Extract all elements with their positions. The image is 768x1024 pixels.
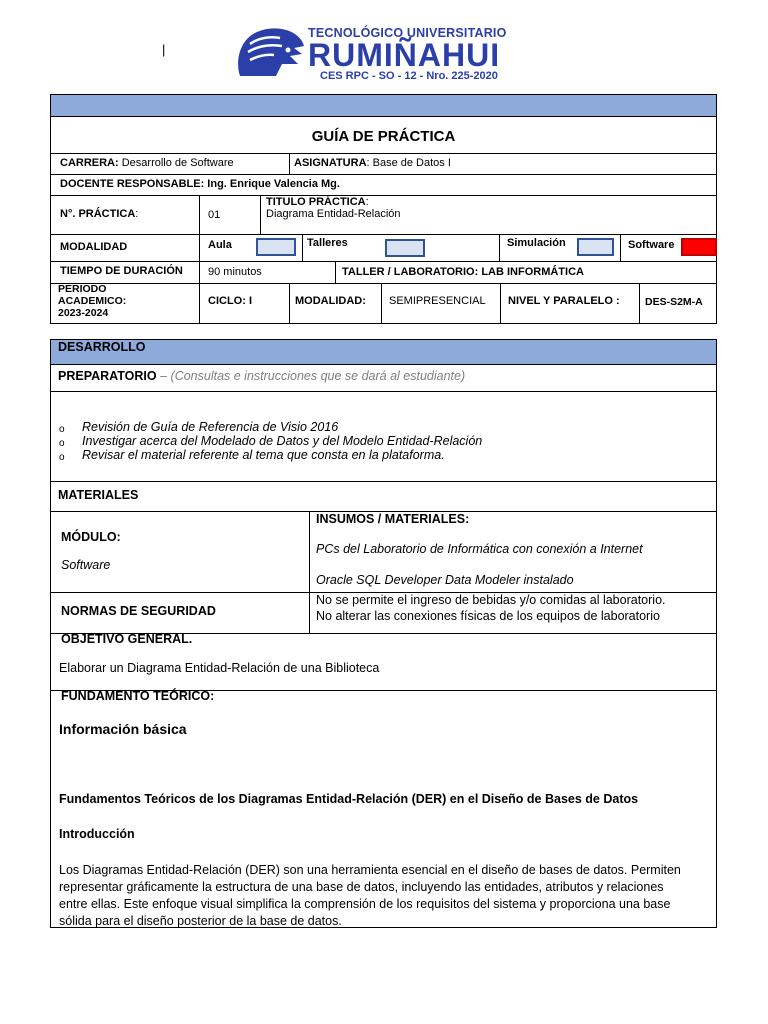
intro-paragraph <box>59 862 681 930</box>
table-header-band <box>51 95 716 116</box>
logo-line-2: RUMIÑAHUI <box>308 37 501 73</box>
norma-item: No se permite el ingreso de bebidas y/o comidas al laboratorio. <box>316 593 666 607</box>
num-practica-colon: : <box>135 208 139 220</box>
software-checkbox[interactable] <box>681 238 717 256</box>
materiales-label: MATERIALES <box>58 488 139 502</box>
asignatura-label: ASIGNATURA <box>294 157 367 169</box>
warrior-head-icon <box>232 24 310 84</box>
insumo-item: PCs del Laboratorio de Informática con conexión a Internet <box>316 542 643 556</box>
normas-label: NORMAS DE SEGURIDAD <box>61 604 216 618</box>
info-basica-heading: Información básica <box>59 721 187 737</box>
asignatura-value: : Base de Datos I <box>366 157 451 169</box>
software-label: Software <box>628 239 675 251</box>
titulo-practica-field <box>266 196 401 220</box>
docente-value: Ing. Enrique Valencia Mg. <box>204 178 340 190</box>
modulo-label: MÓDULO: <box>61 530 121 544</box>
talleres-checkbox[interactable] <box>385 239 425 257</box>
titulo-value: Diagrama Entidad-Relación <box>266 208 401 220</box>
list-item: Revisar el material referente al tema que consta en la plataforma. <box>82 448 445 462</box>
desarrollo-title: DESARROLLO <box>58 340 146 354</box>
asignatura-field <box>294 157 451 169</box>
titulo-label: TITULO PRÁCTICA <box>266 196 366 208</box>
insumo-item: Oracle SQL Developer Data Modeler instalado <box>316 573 574 587</box>
objetivo-value: Elaborar un Diagrama Entidad-Relación de una Biblioteca <box>59 661 380 675</box>
preparatorio-label: PREPARATORIO <box>58 369 157 383</box>
logo-line-1: TECNOLÓGICO UNIVERSITARIO <box>308 26 507 40</box>
intro-line: entre ellas. Este enfoque visual simplifica la comprensión de los requisitos del sistema y proporciona una base <box>59 897 671 911</box>
docente-field <box>60 178 340 190</box>
intro-heading: Introducción <box>59 827 135 841</box>
periodo-line-1: PERIODO <box>58 283 107 295</box>
desarrollo-header-band <box>51 340 716 364</box>
intro-line: sólida para el diseño posterior de la base de datos. <box>59 914 342 928</box>
bullet-icon: o <box>59 452 65 463</box>
list-item: Revisión de Guía de Referencia de Visio 2016 <box>82 420 339 434</box>
institution-logo <box>232 24 532 84</box>
titulo-colon: : <box>365 196 369 208</box>
list-item: Investigar acerca del Modelado de Datos y del Modelo Entidad-Relación <box>82 434 483 448</box>
intro-line: Los Diagramas Entidad-Relación (DER) son una herramienta esencial en el diseño de bases de datos. Permiten <box>59 863 681 877</box>
periodo-line-2: ACADEMICO: <box>58 295 127 307</box>
docente-label: DOCENTE RESPONSABLE: <box>60 178 205 190</box>
norma-item: No alterar las conexiones físicas de los equipos de laboratorio <box>316 609 660 623</box>
carrera-value: Desarrollo de Software <box>118 157 234 169</box>
fundamento-label: FUNDAMENTO TEÓRICO: <box>61 689 215 703</box>
num-practica-field <box>60 208 138 220</box>
modalidad2-label: MODALIDAD: <box>295 295 366 307</box>
ciclo-label: CICLO: I <box>208 295 252 307</box>
simulacion-checkbox[interactable] <box>577 238 614 256</box>
carrera-label: CARRERA: <box>60 157 119 169</box>
preparatorio-dash: – <box>156 369 171 383</box>
logo-line-3: CES RPC - SO - 12 - Nro. 225-2020 <box>320 70 498 82</box>
aula-checkbox[interactable] <box>256 238 296 256</box>
fundamentos-heading: Fundamentos Teóricos de los Diagramas Entidad-Relación (DER) en el Diseño de Bases de Datos <box>59 792 639 806</box>
nivel-value: DES-S2M-A <box>645 296 703 308</box>
tiempo-value: 90 minutos <box>208 266 262 278</box>
insumos-label: INSUMOS / MATERIALES: <box>316 512 470 526</box>
modulo-value: Software <box>61 558 111 572</box>
aula-label: Aula <box>208 239 232 251</box>
cursor-mark: | <box>162 42 166 57</box>
periodo-line-3: 2023-2024 <box>58 307 109 319</box>
page-title: GUÍA DE PRÁCTICA <box>311 128 456 145</box>
bullet-icon: o <box>59 424 65 435</box>
modalidad-label: MODALIDAD <box>60 241 128 253</box>
preparatorio-field <box>58 369 465 383</box>
intro-line: representar gráficamente la estructura de una base de datos, incluyendo las entidades, atributos y relaciones <box>59 880 664 894</box>
bullet-icon: o <box>59 438 65 449</box>
modalidad2-value: SEMIPRESENCIAL <box>389 295 486 307</box>
taller-laboratorio: TALLER / LABORATORIO: LAB INFORMÁTICA <box>342 266 584 278</box>
num-practica-value: 01 <box>208 209 221 221</box>
num-practica-label: N°. PRÁCTICA <box>60 208 136 220</box>
objetivo-label: OBJETIVO GENERAL. <box>61 632 193 646</box>
periodo-field <box>58 283 126 319</box>
tiempo-label: TIEMPO DE DURACIÓN <box>60 265 183 277</box>
nivel-label: NIVEL Y PARALELO : <box>508 295 620 307</box>
preparatorio-note: (Consultas e instrucciones que se dará al estudiante) <box>170 369 466 383</box>
talleres-label: Talleres <box>307 237 348 249</box>
simulacion-label: Simulación <box>507 237 566 249</box>
carrera-field <box>60 157 234 169</box>
